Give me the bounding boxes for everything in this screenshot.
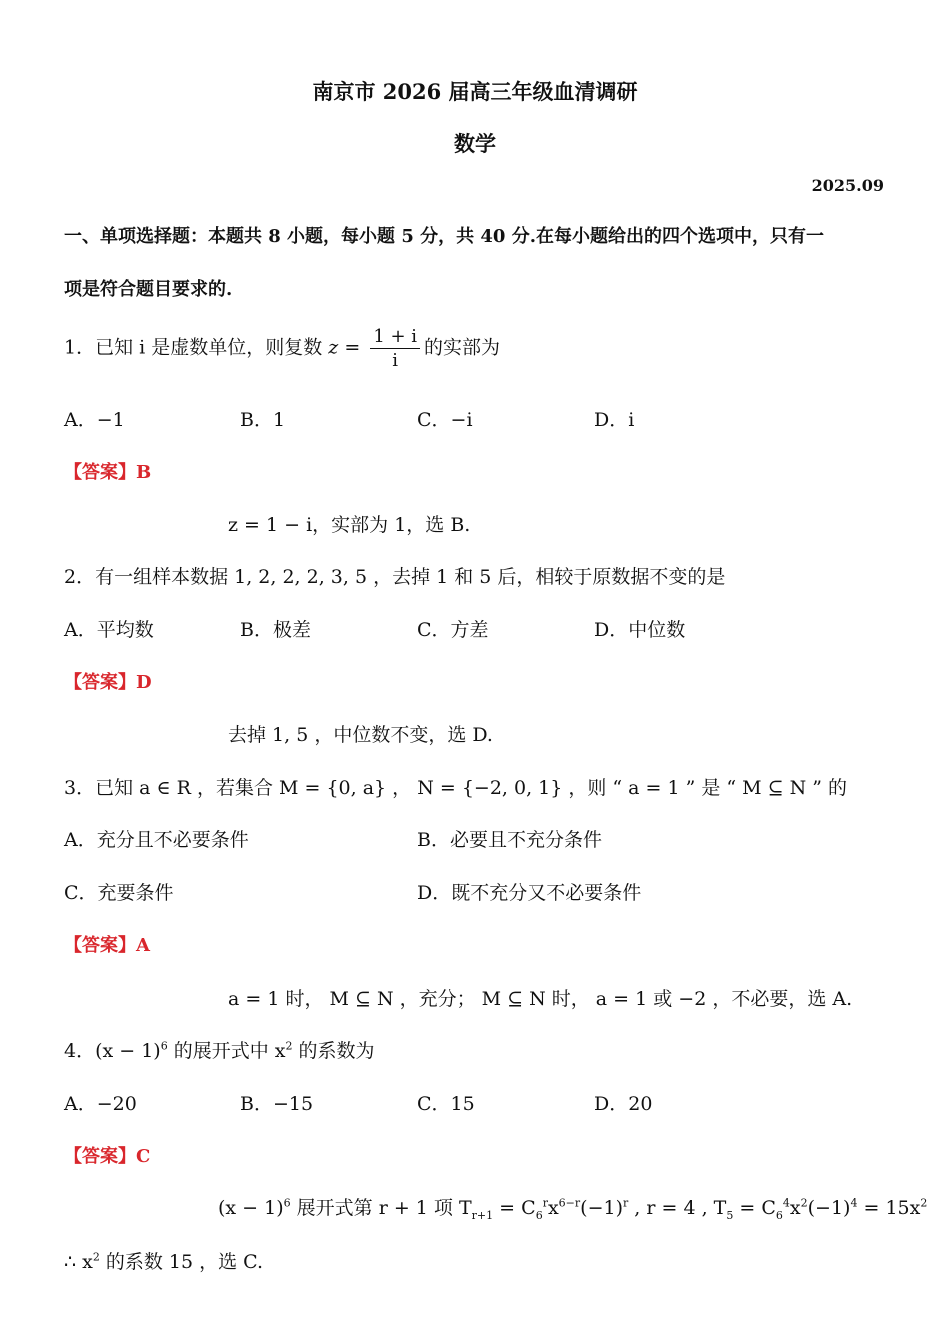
question-1-option-a: A．−1: [64, 409, 125, 431]
question-2-option-d: D．中位数: [594, 619, 686, 641]
question-3-answer: 【答案】A: [64, 935, 150, 956]
section-heading-line1: 一、单项选择题：本题共 8 小题，每小题 5 分，共 40 分.在每小题给出的四个选项中，只有一: [64, 226, 824, 247]
exam-date: 2025.09: [811, 176, 884, 195]
question-3-stem: 3．已知 a ∈ R ，若集合 M = {0, a} ， N = {−2, 0, 1} ，则 “ a = 1 ” 是 “ M ⊆ N ” 的: [64, 777, 848, 799]
question-4-option-d: D．20: [594, 1093, 653, 1115]
question-4-option-a: A．−20: [64, 1093, 137, 1115]
question-4-answer: 【答案】C: [64, 1146, 151, 1167]
question-1-solution: z = 1 − i，实部为 1，选 B.: [228, 514, 471, 536]
question-4-solution: $(x - 1)^6$ 展开式第 r + 1 项 $T_{r+1} = C_6^rx^{6-r}(-1)^r$ , r = 4 , $T_5 = C_6^4x^2(-1)^4 = 15x^2$: [218, 1196, 928, 1222]
question-1-answer: 【答案】B: [64, 462, 152, 483]
question-2-stem: 2．有一组样本数据 1, 2, 2, 2, 3, 5 ，去掉 1 和 5 后，相较于原数据不变的是: [64, 566, 726, 588]
question-1-fraction: $\frac{1 + i}{i}$: [370, 326, 420, 371]
question-4-option-c: C．15: [417, 1093, 475, 1115]
question-1-stem: 1．已知 i 是虚数单位，则复数 z = $\frac{1 + i}{i}$ 的实部为: [64, 326, 501, 371]
question-4-stem: 4．$(x - 1)^6$ 的展开式中 $x^2$ 的系数为: [64, 1039, 375, 1062]
question-3-option-a: A．充分且不必要条件: [64, 829, 249, 851]
section-heading-line2: 项是符合题目要求的.: [64, 279, 233, 300]
question-1-option-c: C．−i: [417, 409, 473, 431]
question-4-option-b: B．−15: [240, 1093, 314, 1115]
question-2-option-c: C．方差: [417, 619, 489, 641]
question-3-option-d: D．既不充分又不必要条件: [417, 882, 642, 904]
question-2-option-b: B．极差: [240, 619, 311, 641]
question-4-conclusion: ∴ $x^2$ 的系数 15 ，选 C.: [64, 1250, 264, 1273]
question-2-option-a: A．平均数: [64, 619, 154, 641]
question-3-option-b: B．必要且不充分条件: [417, 829, 602, 851]
subject-title: 数学: [454, 131, 496, 156]
page-title: 南京市 2026 届高三年级血清调研: [312, 79, 638, 104]
question-2-solution: 去掉 1, 5 ，中位数不变，选 D.: [228, 724, 493, 746]
question-2-answer: 【答案】D: [64, 672, 152, 693]
question-3-option-c: C．充要条件: [64, 882, 174, 904]
question-3-solution: a = 1 时， M ⊆ N ，充分； M ⊆ N 时， a = 1 或 −2 ，不必要，选 A.: [228, 988, 853, 1010]
question-1-option-b: B．1: [240, 409, 286, 431]
question-1-option-d: D．i: [594, 409, 635, 431]
